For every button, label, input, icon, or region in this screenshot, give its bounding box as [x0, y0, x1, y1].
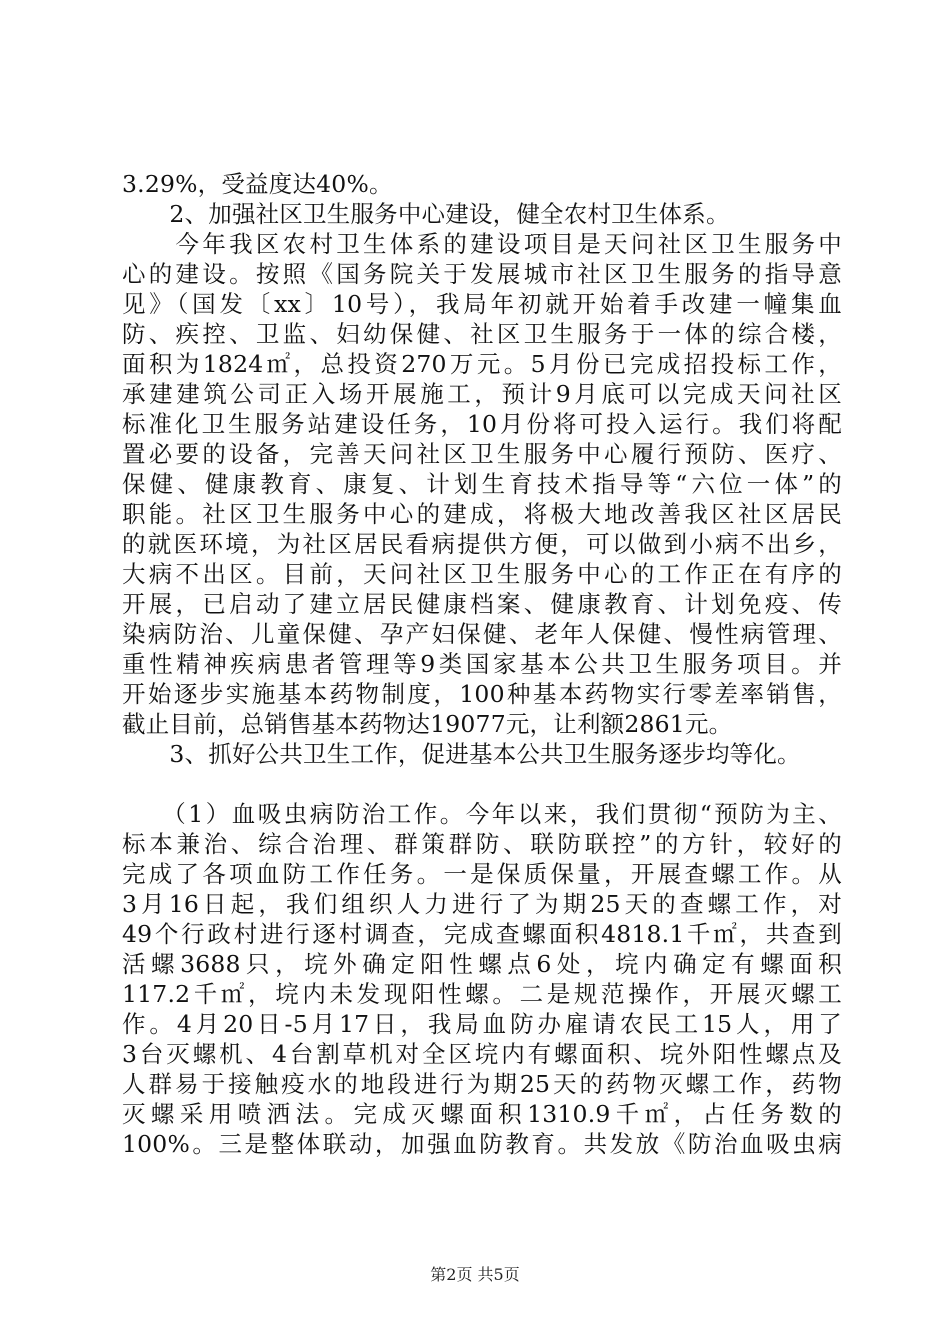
- text-line: 117.2千㎡，垸内未发现阳性螺。二是规范操作，开展灭螺工: [122, 980, 842, 1008]
- text-line: 活螺3688只，垸外确定阳性螺点6处，垸内确定有螺面积: [122, 950, 842, 978]
- text-line: （1）血吸虫病防治工作。今年以来，我们贯彻“预防为主、: [122, 800, 842, 828]
- text-line: 作。4月20日-5月17日，我局血防办雇请农民工15人，用了: [122, 1010, 842, 1038]
- text-line: 3台灭螺机、4台割草机对全区垸内有螺面积、垸外阳性螺点及: [122, 1040, 842, 1068]
- text-line: 完成了各项血防工作任务。一是保质保量，开展查螺工作。从: [122, 860, 842, 888]
- text-line: 开展，已启动了建立居民健康档案、健康教育、计划免疫、传: [122, 590, 842, 618]
- text-line: 标准化卫生服务站建设任务，10月份将可投入运行。我们将配: [122, 410, 842, 438]
- text-line: 49个行政村进行逐村调查，完成查螺面积4818.1千㎡，共查到: [122, 920, 842, 948]
- text-line: 置必要的设备，完善天问社区卫生服务中心履行预防、医疗、: [122, 440, 842, 468]
- text-line: 今年我区农村卫生体系的建设项目是天问社区卫生服务中: [122, 230, 842, 258]
- text-line: 灭螺采用喷洒法。完成灭螺面积1310.9千㎡，占任务数的: [122, 1100, 842, 1128]
- section-heading: 2、加强社区卫生服务中心建设，健全农村卫生体系。: [122, 200, 730, 228]
- text-line: 3月16日起，我们组织人力进行了为期25天的查螺工作，对: [122, 890, 842, 918]
- text-line: 承建建筑公司正入场开展施工，预计9月底可以完成天问社区: [122, 380, 842, 408]
- text-line: 保健、健康教育、康复、计划生育技术指导等“六位一体”的: [122, 470, 842, 498]
- text-line: 防、疾控、卫监、妇幼保健、社区卫生服务于一体的综合楼，: [122, 320, 842, 348]
- text-line: 开始逐步实施基本药物制度，100种基本药物实行零差率销售，: [122, 680, 842, 708]
- text-line: 人群易于接触疫水的地段进行为期25天的药物灭螺工作，药物: [122, 1070, 842, 1098]
- text-line: 截止目前，总销售基本药物达19077元，让利额2861元。: [122, 710, 733, 738]
- text-line: 职能。社区卫生服务中心的建成，将极大地改善我区社区居民: [122, 500, 842, 528]
- text-line: 染病防治、儿童保健、孕产妇保健、老年人保健、慢性病管理、: [122, 620, 842, 648]
- text-line: 3.29%，受益度达40%。: [122, 170, 393, 198]
- section-heading: 3、抓好公共卫生工作，促进基本公共卫生服务逐步均等化。: [122, 740, 801, 768]
- text-line: 标本兼治、综合治理、群策群防、联防联控”的方针，较好的: [122, 830, 842, 858]
- text-line: 重性精神疾病患者管理等9类国家基本公共卫生服务项目。并: [122, 650, 842, 678]
- text-line: 100%。三是整体联动，加强血防教育。共发放《防治血吸虫病: [122, 1130, 842, 1158]
- text-line: 面积为1824㎡，总投资270万元。5月份已完成招投标工作，: [122, 350, 842, 378]
- text-line: 的就医环境，为社区居民看病提供方便，可以做到小病不出乡，: [122, 530, 842, 558]
- text-line: 见》（国发〔xx〕10号），我局年初就开始着手改建一幢集血: [122, 290, 842, 318]
- page-footer: 第2页 共5页: [430, 1265, 520, 1284]
- text-line: 大病不出区。目前，天问社区卫生服务中心的工作正在有序的: [122, 560, 842, 588]
- text-line: 心的建设。按照《国务院关于发展城市社区卫生服务的指导意: [122, 260, 842, 288]
